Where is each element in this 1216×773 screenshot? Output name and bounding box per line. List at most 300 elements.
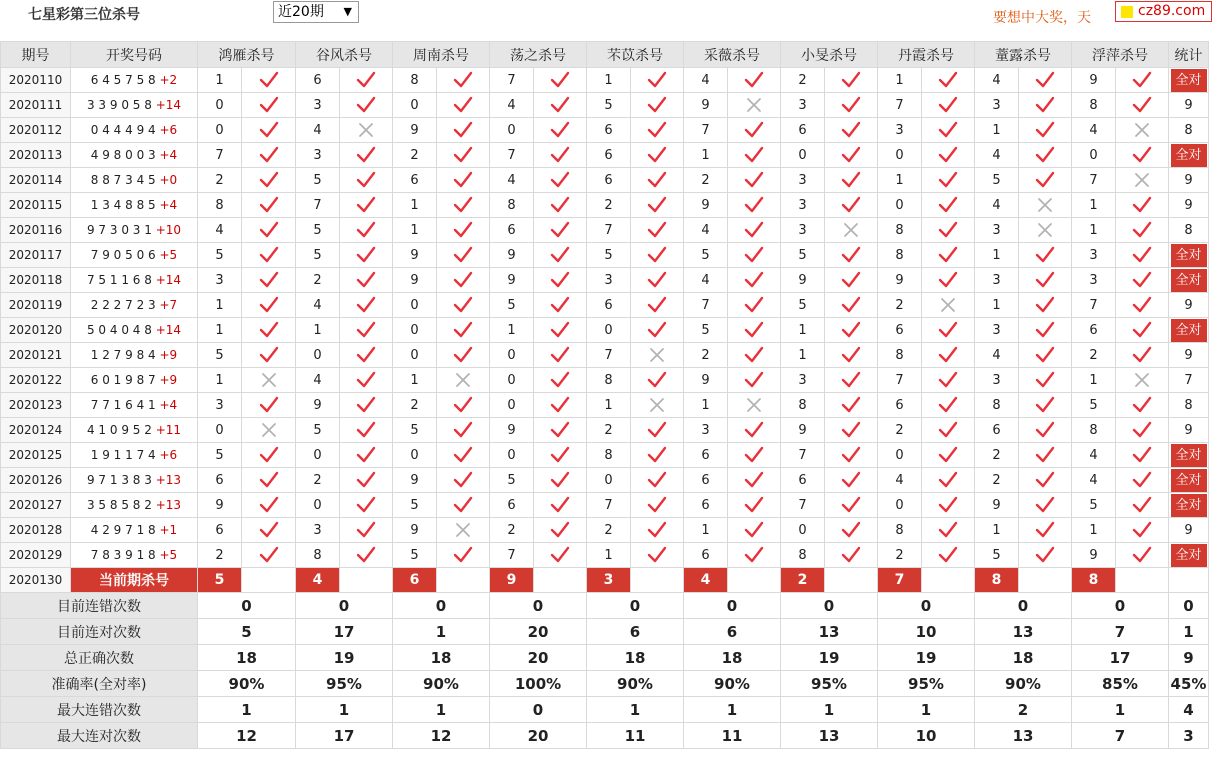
check-icon — [1035, 321, 1055, 339]
check-icon — [841, 171, 861, 189]
kill-number-cell: 3 — [975, 268, 1019, 293]
cross-icon — [746, 397, 762, 413]
kill-number-cell: 7 — [198, 143, 242, 168]
kill-number-cell: 3 — [975, 218, 1019, 243]
check-icon — [356, 96, 376, 114]
summary-stat-value: 9 — [1169, 645, 1209, 671]
result-mark-cell — [825, 318, 878, 343]
kill-number-cell: 7 — [587, 343, 631, 368]
result-mark-cell — [340, 218, 393, 243]
result-mark-cell — [340, 268, 393, 293]
kill-number-cell: 8 — [198, 193, 242, 218]
check-icon — [259, 546, 279, 564]
result-mark-cell — [340, 368, 393, 393]
draw-digits: 6 0 1 9 8 7 — [90, 373, 156, 387]
current-period-cell: 2020130 — [1, 568, 71, 593]
table-row — [1, 368, 1209, 393]
result-mark-cell — [631, 93, 684, 118]
check-icon — [938, 96, 958, 114]
check-icon — [550, 546, 570, 564]
stat-cell: 8 — [1169, 118, 1209, 143]
draw-digits: 0 4 4 4 9 4 — [90, 123, 156, 137]
summary-value: 19 — [296, 645, 393, 671]
draw-digits: 1 3 4 8 8 5 — [90, 198, 156, 212]
summary-value: 11 — [587, 723, 684, 749]
logo-text: cz89.com — [1138, 3, 1206, 19]
result-mark-cell — [1019, 143, 1072, 168]
draw-bonus: +14 — [155, 323, 182, 337]
kill-number-cell: 0 — [393, 343, 437, 368]
check-icon — [1035, 146, 1055, 164]
current-kill-label: 当前期杀号 — [71, 568, 198, 593]
result-mark-cell — [631, 143, 684, 168]
draw-bonus: +9 — [159, 373, 178, 387]
kill-number-cell: 9 — [1072, 543, 1116, 568]
check-icon — [550, 196, 570, 214]
result-mark-cell — [534, 193, 587, 218]
check-icon — [1035, 446, 1055, 464]
cross-icon — [455, 372, 471, 388]
kill-number-cell: 4 — [684, 268, 728, 293]
result-mark-cell — [825, 368, 878, 393]
summary-row — [1, 671, 1209, 697]
result-mark-cell — [534, 268, 587, 293]
summary-value: 95% — [296, 671, 393, 697]
draw-cell — [71, 68, 198, 93]
result-mark-cell — [922, 93, 975, 118]
check-icon — [550, 421, 570, 439]
kill-number-cell: 0 — [781, 518, 825, 543]
kill-number-cell: 1 — [587, 393, 631, 418]
result-mark-cell — [534, 143, 587, 168]
summary-value: 0 — [296, 593, 393, 619]
check-icon — [1035, 271, 1055, 289]
check-icon — [453, 196, 473, 214]
result-mark-cell — [1116, 118, 1169, 143]
result-mark-cell — [922, 293, 975, 318]
draw-digits: 9 7 1 3 8 3 — [86, 473, 152, 487]
result-mark-cell — [340, 243, 393, 268]
result-mark-cell — [534, 518, 587, 543]
kill-number-cell: 9 — [490, 268, 534, 293]
table-row — [1, 218, 1209, 243]
result-mark-cell — [340, 468, 393, 493]
result-mark-cell — [631, 518, 684, 543]
kill-number-cell: 4 — [198, 218, 242, 243]
kill-number-cell: 0 — [296, 493, 340, 518]
table-row — [1, 518, 1209, 543]
kill-number-cell: 3 — [975, 93, 1019, 118]
period-cell: 2020118 — [1, 268, 71, 293]
check-icon — [841, 96, 861, 114]
period-cell: 2020123 — [1, 393, 71, 418]
summary-value: 90% — [198, 671, 296, 697]
result-mark-cell — [1019, 93, 1072, 118]
current-kill-number: 4 — [684, 568, 728, 593]
check-icon — [647, 471, 667, 489]
result-mark-cell — [825, 193, 878, 218]
kill-number-cell: 8 — [296, 543, 340, 568]
check-icon — [744, 196, 764, 214]
result-mark-cell — [825, 143, 878, 168]
summary-value: 20 — [490, 723, 587, 749]
table-row — [1, 393, 1209, 418]
stat-cell — [1169, 243, 1209, 268]
result-mark-cell — [728, 418, 781, 443]
check-icon — [744, 246, 764, 264]
result-mark-cell — [922, 268, 975, 293]
result-mark-cell — [728, 243, 781, 268]
all-correct-badge: 全对 — [1171, 144, 1207, 167]
kill-number-cell: 1 — [975, 293, 1019, 318]
result-mark-cell — [1019, 343, 1072, 368]
result-mark-cell — [825, 168, 878, 193]
kill-number-cell: 8 — [1072, 93, 1116, 118]
result-mark-cell — [631, 468, 684, 493]
draw-cell — [71, 543, 198, 568]
check-icon — [550, 171, 570, 189]
check-icon — [1035, 546, 1055, 564]
draw-bonus: +4 — [159, 398, 178, 412]
draw-cell — [71, 218, 198, 243]
kill-number-cell: 1 — [587, 543, 631, 568]
result-mark-cell — [1019, 218, 1072, 243]
check-icon — [356, 471, 376, 489]
kill-number-cell: 7 — [490, 68, 534, 93]
result-mark-cell — [1116, 143, 1169, 168]
kill-number-cell: 7 — [587, 218, 631, 243]
check-icon — [1035, 396, 1055, 414]
check-icon — [1132, 396, 1152, 414]
check-icon — [647, 96, 667, 114]
result-mark-cell — [1019, 543, 1072, 568]
summary-value: 0 — [490, 593, 587, 619]
kill-number-cell: 2 — [878, 543, 922, 568]
result-mark-cell — [534, 168, 587, 193]
kill-number-cell: 9 — [296, 393, 340, 418]
period-cell: 2020117 — [1, 243, 71, 268]
summary-value: 90% — [975, 671, 1072, 697]
check-icon — [550, 396, 570, 414]
kill-number-cell: 8 — [878, 218, 922, 243]
draw-cell — [71, 243, 198, 268]
summary-value: 0 — [975, 593, 1072, 619]
result-mark-cell — [437, 143, 490, 168]
kill-number-cell: 0 — [393, 93, 437, 118]
kill-number-cell: 1 — [1072, 193, 1116, 218]
current-empty-cell — [728, 568, 781, 593]
result-mark-cell — [728, 268, 781, 293]
period-cell: 2020121 — [1, 343, 71, 368]
kill-number-cell: 8 — [975, 393, 1019, 418]
stat-cell — [1169, 468, 1209, 493]
kill-number-cell: 6 — [198, 468, 242, 493]
period-range-select[interactable] — [273, 1, 359, 23]
result-mark-cell — [340, 493, 393, 518]
site-logo[interactable] — [1115, 1, 1212, 22]
kill-number-cell: 0 — [878, 493, 922, 518]
kill-number-cell: 2 — [1072, 343, 1116, 368]
check-icon — [744, 146, 764, 164]
check-icon — [938, 471, 958, 489]
result-mark-cell — [825, 243, 878, 268]
current-kill-number: 5 — [198, 568, 242, 593]
summary-stat-value: 3 — [1169, 723, 1209, 749]
check-icon — [647, 271, 667, 289]
result-mark-cell — [437, 168, 490, 193]
summary-value: 18 — [975, 645, 1072, 671]
check-icon — [356, 196, 376, 214]
check-icon — [356, 171, 376, 189]
kill-number-cell: 3 — [198, 268, 242, 293]
check-icon — [1132, 71, 1152, 89]
check-icon — [841, 121, 861, 139]
result-mark-cell — [631, 293, 684, 318]
stat-cell — [1169, 493, 1209, 518]
kill-number-cell: 3 — [781, 193, 825, 218]
check-icon — [259, 96, 279, 114]
summary-value: 1 — [878, 697, 975, 723]
result-mark-cell — [437, 343, 490, 368]
check-icon — [1035, 96, 1055, 114]
check-icon — [550, 496, 570, 514]
summary-label: 最大连错次数 — [1, 697, 198, 723]
summary-value: 17 — [1072, 645, 1169, 671]
kill-number-cell: 0 — [296, 443, 340, 468]
result-mark-cell — [728, 68, 781, 93]
result-mark-cell — [1116, 493, 1169, 518]
result-mark-cell — [242, 168, 296, 193]
kill-number-cell: 3 — [781, 168, 825, 193]
summary-label: 总正确次数 — [1, 645, 198, 671]
draw-digits: 7 9 0 5 0 6 — [90, 248, 156, 262]
check-icon — [1132, 296, 1152, 314]
kill-number-cell: 0 — [393, 318, 437, 343]
check-icon — [938, 271, 958, 289]
check-icon — [647, 196, 667, 214]
kill-number-cell: 0 — [490, 443, 534, 468]
col-expert-header: 荡之杀号 — [490, 42, 587, 68]
result-mark-cell — [631, 393, 684, 418]
check-icon — [938, 546, 958, 564]
col-expert-header: 鸿雁杀号 — [198, 42, 296, 68]
kill-number-cell: 3 — [975, 318, 1019, 343]
check-icon — [744, 496, 764, 514]
kill-number-cell: 1 — [975, 243, 1019, 268]
draw-bonus: +13 — [155, 473, 182, 487]
summary-value: 11 — [684, 723, 781, 749]
result-mark-cell — [728, 468, 781, 493]
result-mark-cell — [242, 318, 296, 343]
table-row — [1, 468, 1209, 493]
kill-number-cell: 0 — [587, 468, 631, 493]
col-expert-header: 周南杀号 — [393, 42, 490, 68]
check-icon — [744, 321, 764, 339]
kill-number-cell: 2 — [975, 443, 1019, 468]
kill-number-cell: 7 — [684, 293, 728, 318]
draw-bonus: +14 — [155, 98, 182, 112]
kill-number-cell: 6 — [684, 443, 728, 468]
kill-number-cell: 5 — [296, 243, 340, 268]
kill-number-cell: 7 — [878, 93, 922, 118]
table-row — [1, 118, 1209, 143]
check-icon — [453, 71, 473, 89]
draw-cell — [71, 268, 198, 293]
summary-value: 19 — [781, 645, 878, 671]
result-mark-cell — [1116, 243, 1169, 268]
result-mark-cell — [1116, 393, 1169, 418]
kill-number-cell: 0 — [296, 343, 340, 368]
draw-digits: 8 8 7 3 4 5 — [90, 173, 156, 187]
kill-number-cell: 9 — [393, 243, 437, 268]
result-mark-cell — [728, 393, 781, 418]
result-mark-cell — [1019, 468, 1072, 493]
check-icon — [259, 171, 279, 189]
kill-number-cell: 5 — [587, 243, 631, 268]
kill-number-cell: 3 — [1072, 243, 1116, 268]
check-icon — [1035, 246, 1055, 264]
check-icon — [259, 121, 279, 139]
kill-number-cell: 9 — [975, 493, 1019, 518]
check-icon — [938, 446, 958, 464]
kill-number-cell: 3 — [198, 393, 242, 418]
check-icon — [356, 346, 376, 364]
kill-number-cell: 4 — [1072, 118, 1116, 143]
result-mark-cell — [1116, 268, 1169, 293]
kill-number-cell: 2 — [393, 393, 437, 418]
draw-bonus: +2 — [159, 73, 178, 87]
kill-number-cell: 9 — [198, 493, 242, 518]
check-icon — [647, 446, 667, 464]
check-icon — [259, 196, 279, 214]
kill-number-cell: 1 — [684, 143, 728, 168]
cross-icon — [649, 397, 665, 413]
result-mark-cell — [825, 118, 878, 143]
draw-cell — [71, 118, 198, 143]
result-mark-cell — [728, 93, 781, 118]
kill-number-cell: 8 — [781, 543, 825, 568]
summary-row — [1, 593, 1209, 619]
kill-number-cell: 5 — [1072, 493, 1116, 518]
check-icon — [1132, 471, 1152, 489]
draw-digits: 7 8 3 9 1 8 — [90, 548, 156, 562]
kill-number-cell: 2 — [878, 418, 922, 443]
stat-cell: 9 — [1169, 193, 1209, 218]
period-cell: 2020126 — [1, 468, 71, 493]
result-mark-cell — [728, 443, 781, 468]
result-mark-cell — [534, 118, 587, 143]
kill-number-cell: 1 — [198, 368, 242, 393]
check-icon — [744, 546, 764, 564]
all-correct-badge: 全对 — [1171, 494, 1207, 517]
result-mark-cell — [728, 318, 781, 343]
kill-number-cell: 6 — [684, 468, 728, 493]
current-kill-number: 8 — [1072, 568, 1116, 593]
draw-cell — [71, 293, 198, 318]
summary-row — [1, 645, 1209, 671]
check-icon — [453, 396, 473, 414]
check-icon — [356, 321, 376, 339]
check-icon — [1035, 121, 1055, 139]
kill-number-cell: 2 — [684, 343, 728, 368]
kill-number-cell: 1 — [1072, 218, 1116, 243]
kill-number-cell: 0 — [393, 293, 437, 318]
summary-value: 1 — [393, 619, 490, 645]
kill-number-cell: 6 — [587, 118, 631, 143]
result-mark-cell — [242, 468, 296, 493]
top-bar — [0, 0, 1216, 34]
draw-bonus: +6 — [159, 123, 178, 137]
kill-number-cell: 4 — [490, 93, 534, 118]
result-mark-cell — [631, 243, 684, 268]
check-icon — [841, 146, 861, 164]
col-stat-header: 统计 — [1169, 42, 1209, 68]
check-icon — [550, 221, 570, 239]
summary-value: 20 — [490, 645, 587, 671]
kill-number-cell: 2 — [490, 518, 534, 543]
result-mark-cell — [1116, 93, 1169, 118]
kill-number-cell: 1 — [490, 318, 534, 343]
current-kill-number: 4 — [296, 568, 340, 593]
check-icon — [1035, 496, 1055, 514]
result-mark-cell — [340, 143, 393, 168]
result-mark-cell — [825, 443, 878, 468]
result-mark-cell — [242, 93, 296, 118]
result-mark-cell — [825, 418, 878, 443]
check-icon — [744, 371, 764, 389]
period-cell: 2020124 — [1, 418, 71, 443]
result-mark-cell — [242, 243, 296, 268]
col-expert-header: 谷风杀号 — [296, 42, 393, 68]
check-icon — [550, 321, 570, 339]
table-row — [1, 93, 1209, 118]
summary-value: 20 — [490, 619, 587, 645]
result-mark-cell — [825, 518, 878, 543]
kill-number-cell: 6 — [587, 143, 631, 168]
kill-number-cell: 2 — [878, 293, 922, 318]
result-mark-cell — [1019, 393, 1072, 418]
check-icon — [259, 246, 279, 264]
result-mark-cell — [534, 318, 587, 343]
kill-number-cell: 7 — [490, 143, 534, 168]
check-icon — [1132, 271, 1152, 289]
kill-number-cell: 0 — [198, 93, 242, 118]
result-mark-cell — [631, 368, 684, 393]
result-mark-cell — [437, 293, 490, 318]
summary-label: 目前连错次数 — [1, 593, 198, 619]
draw-bonus: +10 — [155, 223, 182, 237]
check-icon — [453, 271, 473, 289]
kill-number-cell: 1 — [684, 518, 728, 543]
result-mark-cell — [242, 218, 296, 243]
draw-digits: 4 1 0 9 5 2 — [86, 423, 152, 437]
check-icon — [647, 321, 667, 339]
check-icon — [1035, 171, 1055, 189]
summary-label: 最大连对次数 — [1, 723, 198, 749]
result-mark-cell — [437, 418, 490, 443]
current-period-row — [1, 568, 1209, 593]
check-icon — [453, 346, 473, 364]
kill-number-cell: 5 — [393, 493, 437, 518]
result-mark-cell — [631, 193, 684, 218]
check-icon — [744, 221, 764, 239]
kill-number-cell: 1 — [198, 68, 242, 93]
result-mark-cell — [825, 68, 878, 93]
kill-number-cell: 1 — [684, 393, 728, 418]
check-icon — [647, 421, 667, 439]
summary-value: 1 — [198, 697, 296, 723]
cross-icon — [649, 347, 665, 363]
